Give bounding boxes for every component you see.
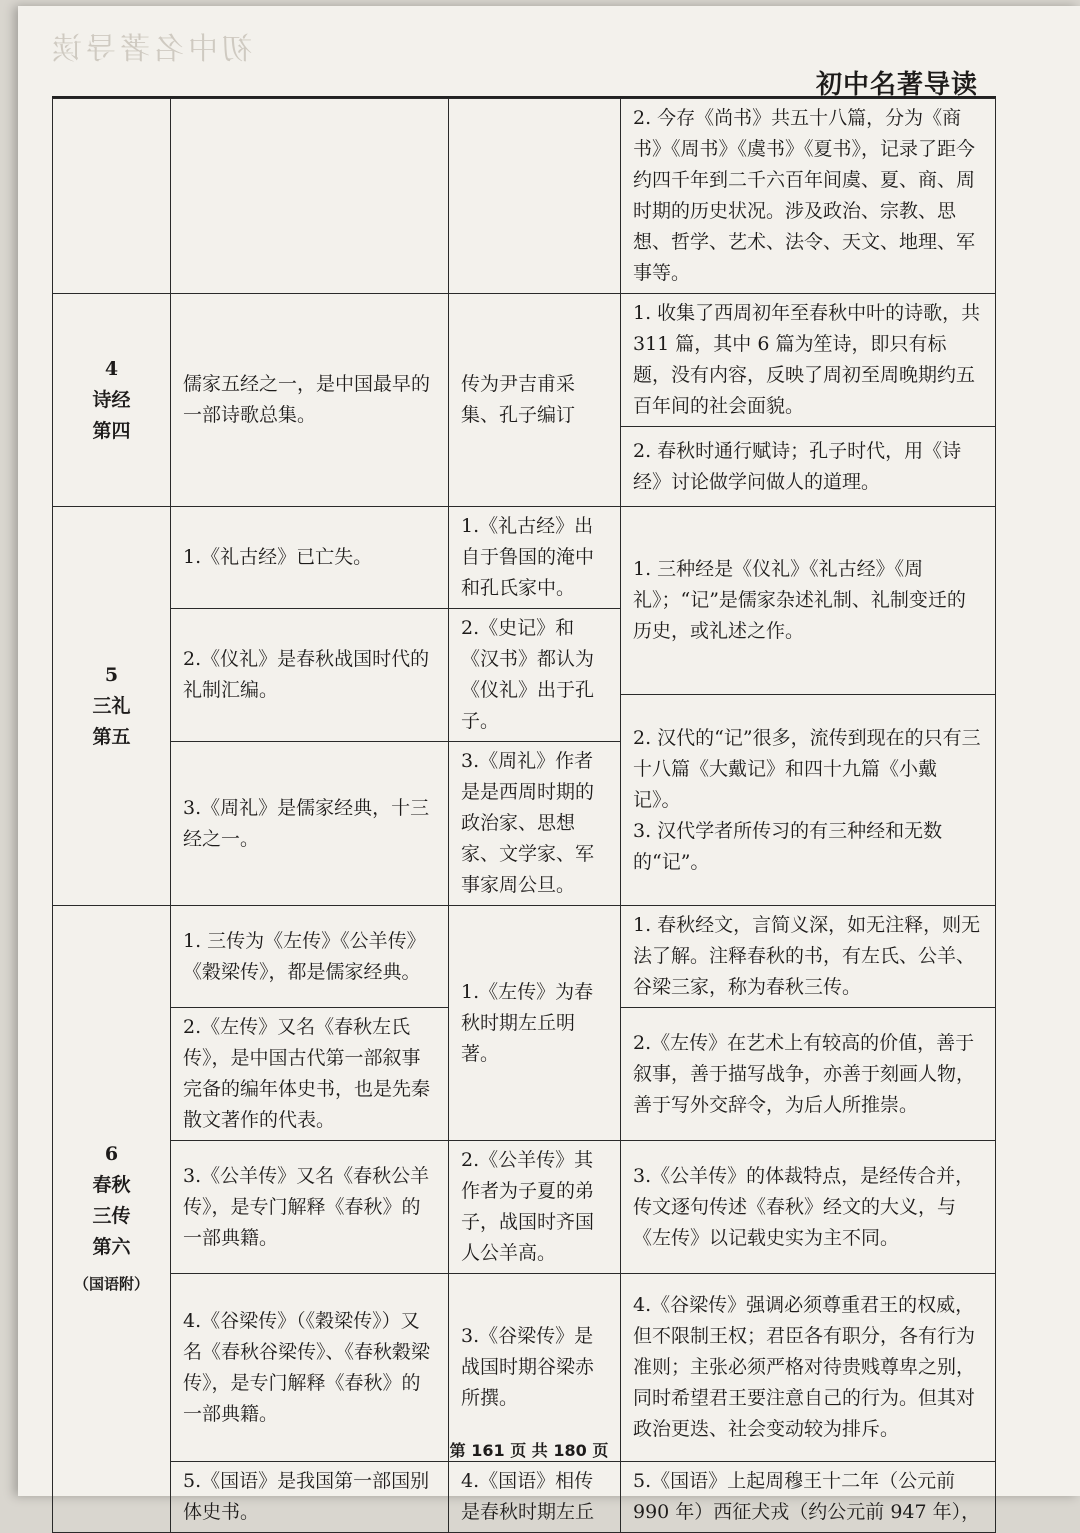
intro-cell <box>171 1274 449 1462</box>
book-number: 4 <box>104 357 119 380</box>
chunqiu-note-5: 5.《国语》上起周穆王十二年（公元前 990 年）西征犬戎（约公元前 947 年）， <box>633 1470 981 1523</box>
intro-cell <box>171 1008 449 1141</box>
chunqiu-intro-5: 5.《国语》是我国第一部国别体史书。 <box>183 1470 430 1523</box>
book-name: 诗经 <box>92 388 131 411</box>
chunqiu-author-4: 4.《国语》相传是春秋时期左丘 <box>461 1470 595 1523</box>
intro-cell <box>171 906 449 1008</box>
note-cell <box>621 906 996 1008</box>
chunqiu-author-1: 1.《左传》为春秋时期左丘明著。 <box>461 980 594 1065</box>
book-order: 第五 <box>92 725 131 748</box>
chunqiu-note-3: 3.《公羊传》的体裁特点，是经传合并，传文逐句传述《春秋》经文的大义，与《左传》以记载史实为主不同。 <box>633 1164 975 1249</box>
book-cell-empty <box>53 99 171 294</box>
table-row-chunqiu-5 <box>53 1462 996 1533</box>
book-page <box>18 6 1080 1523</box>
bleed-through-header: 初中名著导读 <box>48 32 252 67</box>
note-cell <box>621 695 996 906</box>
table-row-chunqiu-3 <box>53 1141 996 1274</box>
shijing-note-2: 2. 春秋时通行赋诗；孔子时代，用《诗经》讨论做学问做人的道理。 <box>633 439 962 493</box>
reading-guide-table <box>52 98 996 1533</box>
book-name: 三礼 <box>92 694 131 717</box>
shijing-author: 传为尹吉甫采集、孔子编订 <box>461 373 576 426</box>
note-cell <box>621 294 996 427</box>
note-cell <box>621 99 996 294</box>
author-cell-empty <box>449 99 621 294</box>
chunqiu-author-2: 2.《公羊传》其作者为子夏的弟子，战国时齐国人公羊高。 <box>461 1149 595 1264</box>
book-number: 5 <box>104 663 119 686</box>
chunqiu-note-4: 4.《谷梁传》强调必须尊重君王的权威，但不限制王权；君臣各有职分，各有行为准则；主张必须严格对待贵贱尊卑之别，同时希望君王要注意自己的行为。但其对政治更迭、社会变动较为排斥。 <box>633 1294 976 1440</box>
note-cell <box>621 1008 996 1141</box>
sanli-note-3: 3. 汉代学者所传习的有三种经和无数的“记”。 <box>633 819 943 873</box>
intro-cell <box>171 507 449 609</box>
table-row-sanli <box>53 507 996 598</box>
book-cell-sanli <box>53 507 171 906</box>
author-cell <box>449 507 621 609</box>
note-cell <box>621 507 996 695</box>
shijing-intro: 儒家五经之一，是中国最早的一部诗歌总集。 <box>183 373 431 426</box>
intro-cell-empty <box>171 99 449 294</box>
book-number: 6 <box>104 1142 119 1165</box>
sanli-author-3: 3.《周礼》作者是是西周时期的政治家、思想家、文学家、军事家周公旦。 <box>461 750 595 896</box>
intro-cell <box>171 1141 449 1274</box>
book-cell-shijing <box>53 294 171 507</box>
sanli-intro-3: 3.《周礼》是儒家经典，十三经之一。 <box>183 796 430 850</box>
sanli-note-1: 1. 三种经是《仪礼》《礼古经》《周礼》；“记”是儒家杂述礼制、礼制变迁的历史，或礼述之作。 <box>633 558 966 642</box>
sanli-intro-2: 2.《仪礼》是春秋战国时代的礼制汇编。 <box>183 648 430 701</box>
intro-cell <box>171 1462 449 1533</box>
page-footer: 第 161 页 共 180 页 <box>449 1441 609 1460</box>
book-order: 第四 <box>92 419 131 442</box>
chunqiu-author-3: 3.《谷梁传》是战国时期谷梁赤所撰。 <box>461 1325 595 1409</box>
table-row-shijing <box>53 294 996 427</box>
sanli-author-1: 1.《礼古经》出自于鲁国的淹中和孔氏家中。 <box>461 515 595 599</box>
author-cell <box>449 1274 621 1462</box>
note-cell <box>621 1274 996 1462</box>
note-cell <box>621 1462 996 1533</box>
chunqiu-intro-4: 4.《谷梁传》（《穀梁传》）又名《春秋谷梁传》、《春秋穀梁传》，是专门解释《春秋》的一部典籍。 <box>183 1309 431 1425</box>
shangshu-note-2: 2. 今存《尚书》共五十八篇，分为《商书》《周书》《虞书》《夏书》，记录了距今约四千年到二千六百年间虞、夏、商、周时期的历史状况。涉及政治、宗教、思想、哲学、艺术、法令、天文、地理、军事等。 <box>633 107 976 284</box>
author-cell <box>449 742 621 906</box>
chunqiu-intro-3: 3.《公羊传》又名《春秋公羊传》，是专门解释《春秋》的一部典籍。 <box>183 1164 430 1249</box>
table-row-chunqiu <box>53 906 996 1008</box>
author-cell <box>449 294 621 507</box>
table-row-chunqiu-4 <box>53 1274 996 1462</box>
intro-cell <box>171 742 449 906</box>
chunqiu-intro-2: 2.《左传》又名《春秋左氏传》，是中国古代第一部叙事完备的编年体史书，也是先秦散文著作的代表。 <box>183 1016 431 1131</box>
author-cell <box>449 1462 621 1533</box>
sanli-note-2: 2. 汉代的“记”很多，流传到现在的只有三十八篇《大戴记》和四十九篇《小戴记》。 <box>633 726 981 811</box>
book-name-1: 春秋 <box>92 1173 131 1196</box>
shijing-note-1: 1. 收集了西周初年至春秋中叶的诗歌，共 311 篇，其中 6 篇为笙诗，即只有标题，没有内容，反映了周初至周晚期约五百年间的社会面貌。 <box>633 302 981 417</box>
intro-cell <box>171 609 449 742</box>
book-name-2: 三传 <box>92 1204 131 1227</box>
book-appendix: （国语附） <box>73 1274 149 1293</box>
note-cell <box>621 427 996 507</box>
chunqiu-intro-1: 1. 三传为《左传》《公羊传》《穀梁传》，都是儒家经典。 <box>183 929 426 983</box>
sanli-intro-1: 1.《礼古经》已亡失。 <box>183 546 373 568</box>
author-cell <box>449 906 621 1141</box>
page-header-title: 初中名著导读 <box>815 70 978 100</box>
chunqiu-note-2: 2.《左传》在艺术上有较高的价值，善于叙事，善于描写战争，亦善于刻画人物，善于写外交辞令，为后人所推崇。 <box>633 1031 976 1116</box>
table-row-shangshu <box>53 99 996 294</box>
author-cell <box>449 609 621 742</box>
intro-cell <box>171 294 449 507</box>
sanli-author-2: 2.《史记》和《汉书》都认为《仪礼》出于孔子。 <box>461 617 595 732</box>
chunqiu-note-1: 1. 春秋经文，言简义深，如无注释，则无法了解。注释春秋的书，有左氏、公羊、谷梁三家，称为春秋三传。 <box>633 914 981 998</box>
book-order: 第六 <box>92 1235 131 1258</box>
author-cell <box>449 1141 621 1274</box>
note-cell <box>621 1141 996 1274</box>
